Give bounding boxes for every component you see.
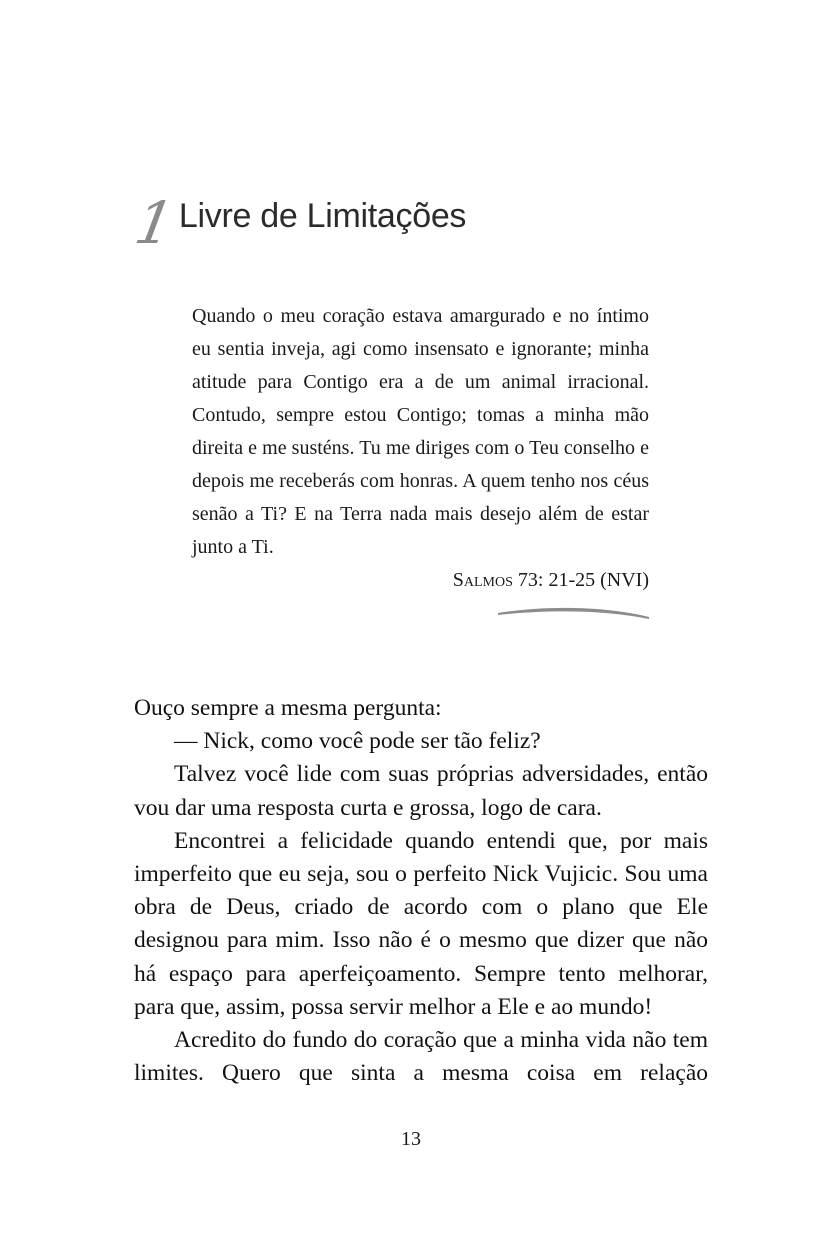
epigraph-source-ref: 73: 21-25 (NVI) — [512, 569, 649, 591]
chapter-title: Livre de Limitações — [178, 197, 467, 235]
body-paragraph: Talvez você lide com suas próprias adversidades, então vou dar uma resposta curta e grossa, logo de cara. — [134, 761, 708, 821]
chapter-heading — [130, 176, 467, 257]
body-paragraph: — Nick, como você pode ser tão feliz? — [174, 728, 541, 755]
page-number: 13 — [401, 1128, 421, 1150]
epigraph-source — [192, 564, 649, 597]
epigraph-text: Quando o meu coração estava amargurado e no íntimo eu sentia inveja, agi como insensato e ignorante; minha atitude para Contigo era a de um animal irracional. Contudo, sempre estou Contigo; tomas a minha mão direita e me susténs. Tu me diriges com o Teu conselho e depois me receberás com honras. A quem tenho nos céus senão a Ti? E na Terra nada mais desejo além de estar junto a Ti. — [192, 305, 649, 558]
epigraph-source-book: Salmos — [452, 569, 513, 591]
body-paragraph: Ouço sempre a mesma pergunta: — [134, 695, 442, 721]
body-paragraph: Encontrei a felicidade quando entendi que, por mais imperfeito que eu seja, sou o perfeito Nick Vujicic. Sou uma obra de Deus, criado de acordo com o plano que Ele designou para mim. Isso não é o mesmo que dizer que não há espaço para aperfeiçoamento. Sempre tento melhorar, para que, assim, possa servir melhor a Ele e ao mundo! — [134, 827, 708, 1020]
epigraph — [192, 300, 649, 597]
body-text — [134, 692, 708, 1090]
decorative-swoosh-icon — [496, 600, 652, 622]
chapter-number: 1 — [130, 189, 179, 257]
body-paragraph: Acredito do fundo do coração que a minha vida não tem limites. Quero que sinta a mesma coisa em relação — [134, 1027, 708, 1087]
